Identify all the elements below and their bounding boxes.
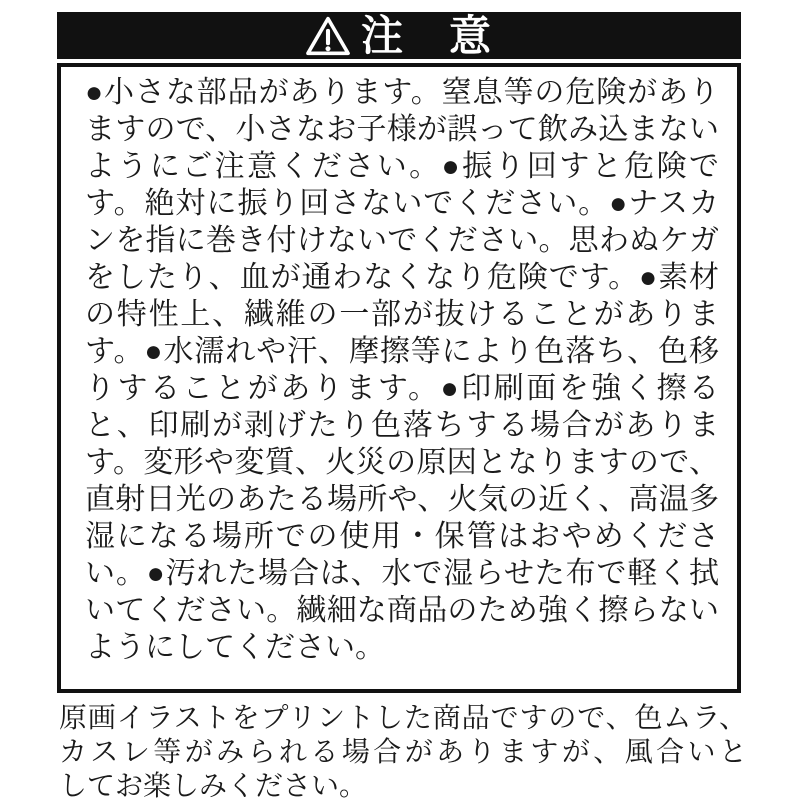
- caution-line: ンを指に巻き付けないでください。思わぬケガ: [85, 224, 719, 257]
- footer-note: [59, 701, 747, 800]
- caution-line: と、印刷が剥げたり色落ちする場合がありま: [85, 409, 719, 442]
- caution-line: ようにご注意ください。●振り回すと危険で: [85, 150, 719, 183]
- caution-line: りすることがあります。●印刷面を強く擦る: [85, 372, 719, 405]
- caution-title: 注 意: [360, 11, 493, 59]
- caution-line: ますので、小さなお子様が誤って飲み込まない: [85, 113, 719, 146]
- caution-line: の特性上、繊維の一部が抜けることがありま: [85, 298, 719, 331]
- caution-line: い。●汚れた場合は、水で湿らせた布で軽く拭: [85, 557, 719, 590]
- caution-line: 直射日光のあたる場所や、火気の近く、高温多: [85, 483, 719, 516]
- footer-line: してお楽しみください。: [59, 770, 368, 800]
- caution-line: す。絶対に振り回さないでください。●ナスカ: [85, 187, 719, 220]
- footer-line: カスレ等がみられる場合がありますが、風合いと: [59, 736, 747, 767]
- caution-line: す。●水濡れや汗、摩擦等により色落ち、色移: [85, 335, 719, 368]
- caution-line: す。変形や変質、火災の原因となりますので、: [85, 446, 719, 479]
- caution-line: 湿になる場所での使用・保管はおやめくださ: [85, 520, 719, 553]
- caution-box: [57, 63, 741, 693]
- caution-line: ●小さな部品があります。窒息等の危険があり: [85, 76, 719, 109]
- caution-line: をしたり、血が通わなくなり危険です。●素材: [85, 261, 719, 294]
- caution-line: いてください。繊細な商品のため強く擦らない: [85, 594, 719, 627]
- warning-triangle-icon: [305, 15, 351, 56]
- footer-line: 原画イラストをプリントした商品ですので、色ムラ、: [59, 702, 747, 733]
- caution-header: [57, 12, 741, 59]
- caution-line: ようにしてください。: [85, 631, 385, 664]
